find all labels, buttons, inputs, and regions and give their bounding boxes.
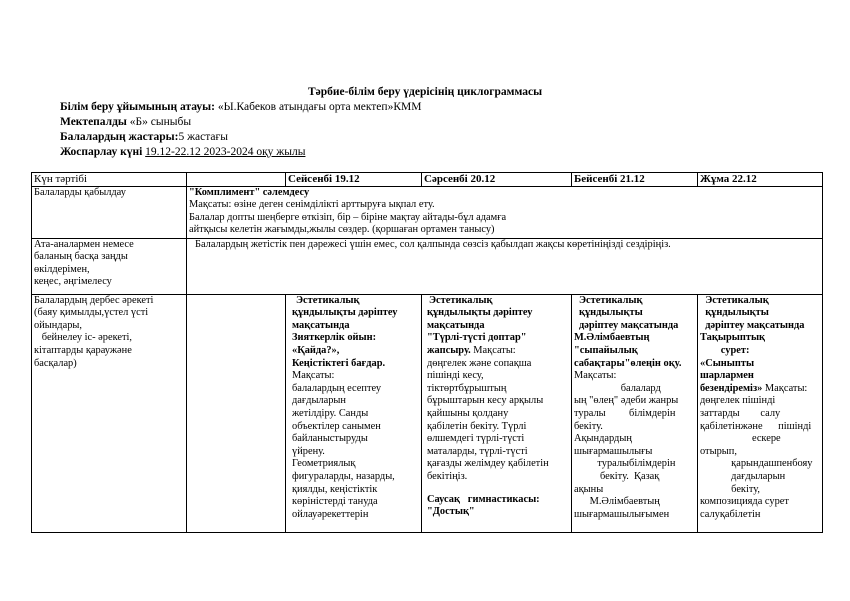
organization-line bbox=[60, 101, 421, 113]
friday-text-line: отырып, bbox=[700, 445, 737, 457]
thursday-text-line: бекіту. Қазақ bbox=[574, 470, 660, 482]
thursday-text-line: туралы білімдерін bbox=[574, 407, 676, 419]
thursday-bold-line: Эстетикалық bbox=[579, 294, 643, 306]
wednesday-bold-start: жапсыру. bbox=[427, 344, 471, 356]
wednesday-text-line: тіктөртбұрыштың bbox=[427, 382, 507, 394]
parents-label-line: Ата-аналармен немесе bbox=[34, 238, 134, 250]
thursday-activity bbox=[572, 294, 698, 532]
group-value: «Б» сыныбы bbox=[129, 116, 192, 128]
header-daily-routine: Күн тәртібі bbox=[32, 173, 187, 187]
reception-line: Балалар допты шеңберге өткізіп, бір – біріне мақтау айтады-бұл адамға bbox=[189, 211, 507, 223]
document-title: Тәрбие-білім беру үдерісінің циклограммасы bbox=[307, 86, 543, 98]
tuesday-bold-line: Кеңістіктегі бағдар. bbox=[292, 357, 386, 369]
thursday-bold-line: "сыпайылық bbox=[574, 344, 638, 356]
tuesday-text-line: Мақсаты: bbox=[292, 370, 335, 382]
reception-content bbox=[187, 186, 823, 238]
header-thursday: Бейсенбі 21.12 bbox=[572, 173, 698, 187]
reception-label: Балаларды қабылдау bbox=[32, 186, 187, 238]
tuesday-text-line: балалардың есептеу bbox=[292, 382, 382, 394]
friday-text-line: композицияда сурет bbox=[700, 496, 789, 508]
thursday-bold-line: М.Әлімбаевтың bbox=[574, 332, 650, 344]
header-blank bbox=[187, 173, 286, 187]
friday-bold-line: Эстетикалық bbox=[700, 294, 769, 306]
thursday-bold-line: құндылықты bbox=[579, 307, 643, 319]
friday-bold-line: дәріптеу мақсатында bbox=[700, 319, 805, 331]
group-label: Мектепалды bbox=[60, 116, 130, 128]
friday-bold-line: шарлармен bbox=[700, 370, 754, 382]
activity-label-line: бейнелеу іс- әрекеті, bbox=[34, 332, 133, 344]
parents-label-line: кеңес, әңгімелесу bbox=[34, 276, 112, 288]
thursday-bold-line: дәріптеу мақсатында bbox=[579, 319, 679, 331]
tuesday-text-line: көріністерді тануда bbox=[292, 496, 378, 508]
friday-text-line: қабілетінжәне пішінді bbox=[700, 420, 812, 432]
parents-content: Балалардың жетістік пен дәрежесі үшін емес, сол қалпында сөзсіз қабылдап жақсы көретініңізді сездіріңіз. bbox=[187, 238, 823, 294]
tuesday-text-line: Геометриялық bbox=[292, 458, 356, 470]
friday-activity bbox=[698, 294, 823, 532]
friday-text-line: дөңгелек пішінді bbox=[700, 395, 776, 407]
date-label: Жоспарлау күні bbox=[60, 146, 146, 158]
wednesday-text-line: қайшыны қолдану bbox=[427, 407, 509, 419]
friday-text-start: Мақсаты: bbox=[762, 382, 808, 394]
wednesday-text-line: өлшемдегі түрлі-түсті bbox=[427, 433, 525, 445]
tuesday-text-line: үйрену. bbox=[292, 445, 325, 457]
activity-label-line: Балалардың дербес әрекеті bbox=[34, 294, 154, 306]
friday-bold-line: құндылықты bbox=[700, 307, 769, 319]
tuesday-text-line: жетілдіру. Санды bbox=[292, 407, 369, 419]
friday-text-line: дағдыларын bbox=[700, 470, 786, 482]
tuesday-text-line: қиялды, кеңістіктік bbox=[292, 483, 378, 495]
wednesday-gymnastics-title: Саусақ гимнастикасы: bbox=[427, 493, 540, 505]
wednesday-text-line: бекітіңіз. bbox=[427, 470, 468, 482]
activity-label bbox=[32, 294, 187, 532]
row-independent-activity bbox=[32, 294, 823, 532]
friday-mixed-line bbox=[700, 383, 820, 396]
parents-label-line: баланың басқа заңды bbox=[34, 251, 128, 263]
tuesday-bold-line: «Қайда?», bbox=[292, 344, 340, 356]
friday-text-line: бекіту, bbox=[700, 483, 761, 495]
plan-table bbox=[31, 172, 823, 533]
tuesday-text-line: объектілер санымен bbox=[292, 420, 381, 432]
tuesday-text-line: байланыстыруды bbox=[292, 433, 368, 445]
friday-bold-line: «Сыныпты bbox=[700, 357, 755, 369]
tuesday-bold-line: мақсатында bbox=[292, 319, 350, 331]
activity-blank-cell bbox=[187, 294, 286, 532]
wednesday-text-line: бұрыштарын кесу арқылы bbox=[427, 395, 544, 407]
tuesday-bold-line: Эстетикалық bbox=[296, 294, 360, 306]
wednesday-activity bbox=[422, 294, 572, 532]
age-line bbox=[60, 131, 228, 143]
group-line bbox=[60, 116, 191, 128]
age-label: Балалардың жастары: bbox=[60, 131, 179, 143]
header-tuesday: Сейсенбі 19.12 bbox=[286, 173, 422, 187]
reception-title: "Комплимент" сәлемдесу bbox=[189, 186, 310, 198]
header-wednesday: Сәрсенбі 20.12 bbox=[422, 173, 572, 187]
thursday-text-line: туралыбілімдерін bbox=[574, 458, 676, 470]
friday-text-line: ескере bbox=[700, 433, 781, 445]
header-friday: Жұма 22.12 bbox=[698, 173, 823, 187]
wednesday-text-line: пішінді кесу, bbox=[427, 370, 484, 382]
wednesday-text-line: қағазды желімдеу қабілетін bbox=[427, 458, 549, 470]
thursday-text-line: шығармашылығымен bbox=[574, 508, 670, 520]
thursday-text-line: ың "өлең" әдеби жанры bbox=[574, 395, 679, 407]
organization-label: Білім беру ұйымының атауы: bbox=[60, 101, 218, 113]
reception-line: айтқысы келетін жағымды,жылы сөздер. (қоршаған ортамен танысу) bbox=[189, 224, 495, 236]
wednesday-text-line: қабілетін бекіту. Түрлі bbox=[427, 420, 527, 432]
tuesday-text-line: фигураларды, назарды, bbox=[292, 470, 395, 482]
wednesday-bold-line: мақсатында bbox=[427, 319, 485, 331]
row-reception bbox=[32, 186, 823, 238]
activity-label-line: кітаптарды қараужәне bbox=[34, 344, 132, 356]
wednesday-mixed-line bbox=[427, 345, 569, 358]
wednesday-bold-line: Эстетикалық bbox=[429, 294, 493, 306]
tuesday-bold-line: Зияткерлік ойын: bbox=[292, 332, 377, 344]
friday-bold-line: сурет: bbox=[700, 344, 750, 356]
thursday-text-line: шығармашылығы bbox=[574, 445, 653, 457]
friday-text-line: қарындашпенбояу bbox=[700, 458, 813, 470]
activity-label-line: ойындары, bbox=[34, 319, 82, 331]
row-parents bbox=[32, 238, 823, 294]
thursday-text-line: ақыны bbox=[574, 483, 604, 495]
friday-text-line: заттарды салу bbox=[700, 407, 781, 419]
thursday-bold-line: сабақтары"өлеңін оқу. bbox=[574, 357, 682, 369]
thursday-text-line: Ақындардың bbox=[574, 433, 632, 445]
tuesday-activity bbox=[286, 294, 422, 532]
wednesday-text-line: маталарды, түрлі-түсті bbox=[427, 445, 528, 457]
thursday-text-line: М.Әлімбаевтың bbox=[574, 496, 660, 508]
friday-text-line: салуқабілетін bbox=[700, 508, 761, 520]
wednesday-text-line: дөңгелек және сопақша bbox=[427, 357, 532, 369]
thursday-text-line: балалард bbox=[574, 382, 661, 394]
date-value: 19.12-22.12 2023-2024 оқу жылы bbox=[145, 146, 306, 158]
reception-line: Мақсаты: өзіне деген сенімділікті арттыруға ықпал ету. bbox=[189, 199, 435, 211]
parents-label bbox=[32, 238, 187, 294]
wednesday-gymnastics-name: "Достық" bbox=[427, 506, 475, 518]
thursday-text-line: бекіту. bbox=[574, 420, 603, 432]
wednesday-text-start: Мақсаты: bbox=[470, 344, 516, 356]
tuesday-bold-line: құндылықты дәріптеу bbox=[292, 307, 398, 319]
tuesday-text-line: ойлауәрекеттерін bbox=[292, 508, 369, 520]
parents-label-line: өкілдерімен, bbox=[34, 263, 90, 275]
thursday-text-line: Мақсаты: bbox=[574, 370, 617, 382]
friday-bold-start: безендіреміз» bbox=[700, 382, 763, 394]
age-value: 5 жастағы bbox=[178, 131, 228, 143]
friday-bold-line: Тақырыптық bbox=[700, 332, 766, 344]
organization-value: «Ы.Кабеков атындағы орта мектеп»КММ bbox=[217, 101, 422, 113]
activity-label-line: басқалар) bbox=[34, 357, 77, 369]
date-line bbox=[60, 146, 305, 158]
activity-label-line: (баяу қимылды,үстел үсті bbox=[34, 307, 149, 319]
tuesday-text-line: дағдыларын bbox=[292, 395, 346, 407]
wednesday-bold-line: құндылықты дәріптеу bbox=[427, 307, 533, 319]
wednesday-bold-line: "Түрлі-түсті доптар" bbox=[427, 332, 527, 344]
header-row bbox=[32, 173, 823, 187]
